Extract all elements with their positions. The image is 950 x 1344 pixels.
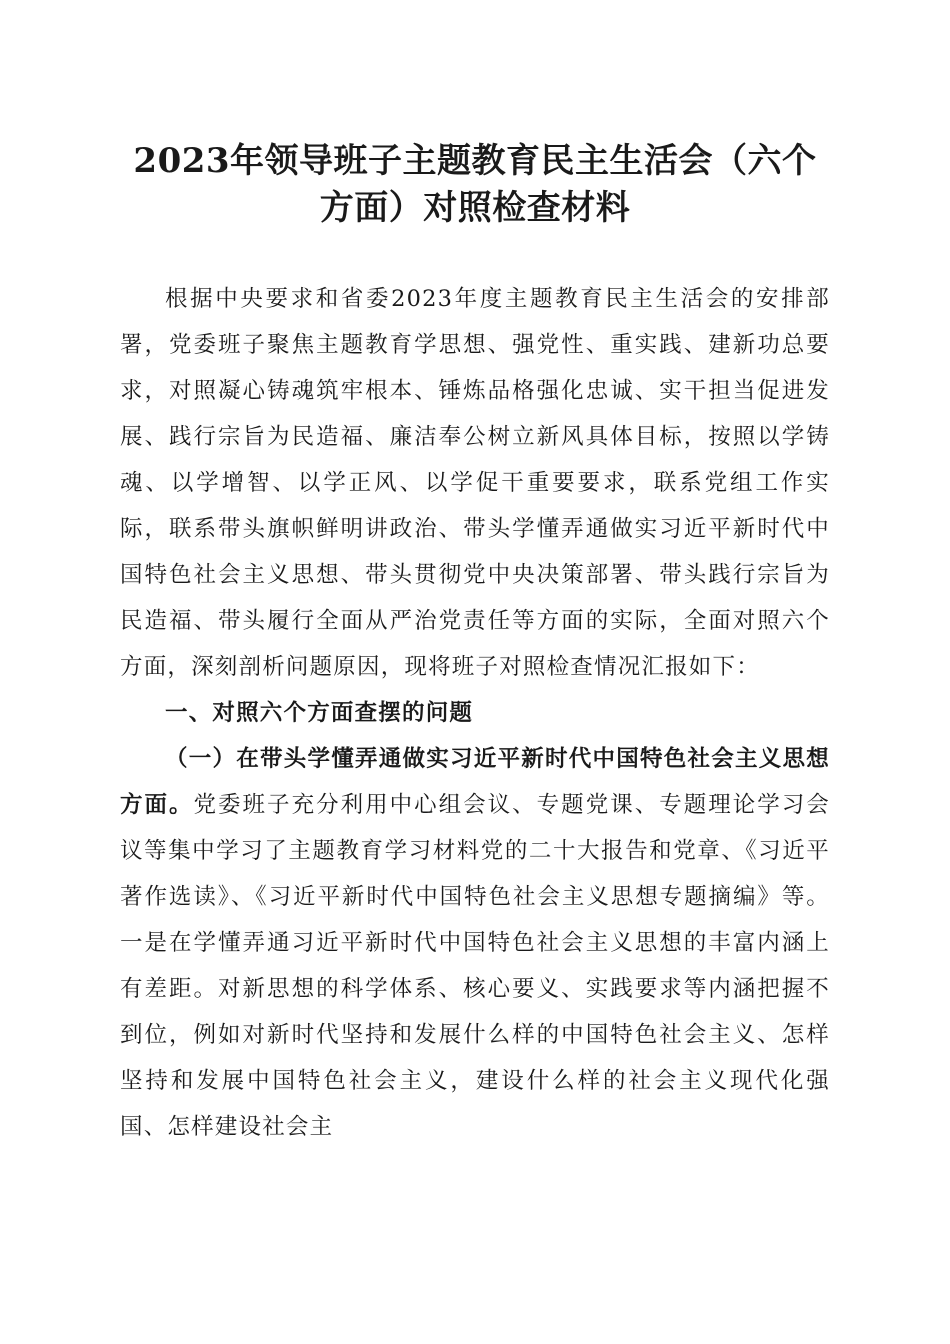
item-lead: （一）在带头学懂弄通做实习近平新时代中国特色社会主义思想方面。	[120, 746, 830, 818]
item-paragraph	[120, 736, 830, 1150]
item-text: 党委班子充分利用中心组会议、专题党课、专题理论学习会议等集中学习了主题教育学习材料党的二十大报告和党章、《习近平著作选读》、《习近平新时代中国特色社会主义思想专题摘编》等。一是在学懂弄通习近平新时代中国特色社会主义思想的丰富内涵上有差距。对新思想的科学体系、核心要义、实践要求等内涵把握不到位，例如对新时代坚持和发展什么样的中国特色社会主义、怎样坚持和发展中国特色社会主义，建设什么样的社会主义现代化强国、怎样建设社会主	[120, 792, 830, 1140]
section-heading: 一、对照六个方面查摆的问题	[165, 700, 474, 726]
intro-paragraph: 根据中央要求和省委2023年度主题教育民主生活会的安排部署，党委班子聚焦主题教育学思想、强党性、重实践、建新功总要求，对照凝心铸魂筑牢根本、锤炼品格强化忠诚、实干担当促进发展、践行宗旨为民造福、廉洁奉公树立新风具体目标，按照以学铸魂、以学增智、以学正风、以学促干重要要求，联系党组工作实际，联系带头旗帜鲜明讲政治、带头学懂弄通做实习近平新时代中国特色社会主义思想、带头贯彻党中央决策部署、带头践行宗旨为民造福、带头履行全面从严治党责任等方面的实际，全面对照六个方面，深刻剖析问题原因，现将班子对照检查情况汇报如下：	[120, 286, 830, 680]
document-body	[120, 276, 830, 1150]
document-title: 2023年领导班子主题教育民主生活会（六个方面）对照检查材料	[133, 141, 817, 228]
